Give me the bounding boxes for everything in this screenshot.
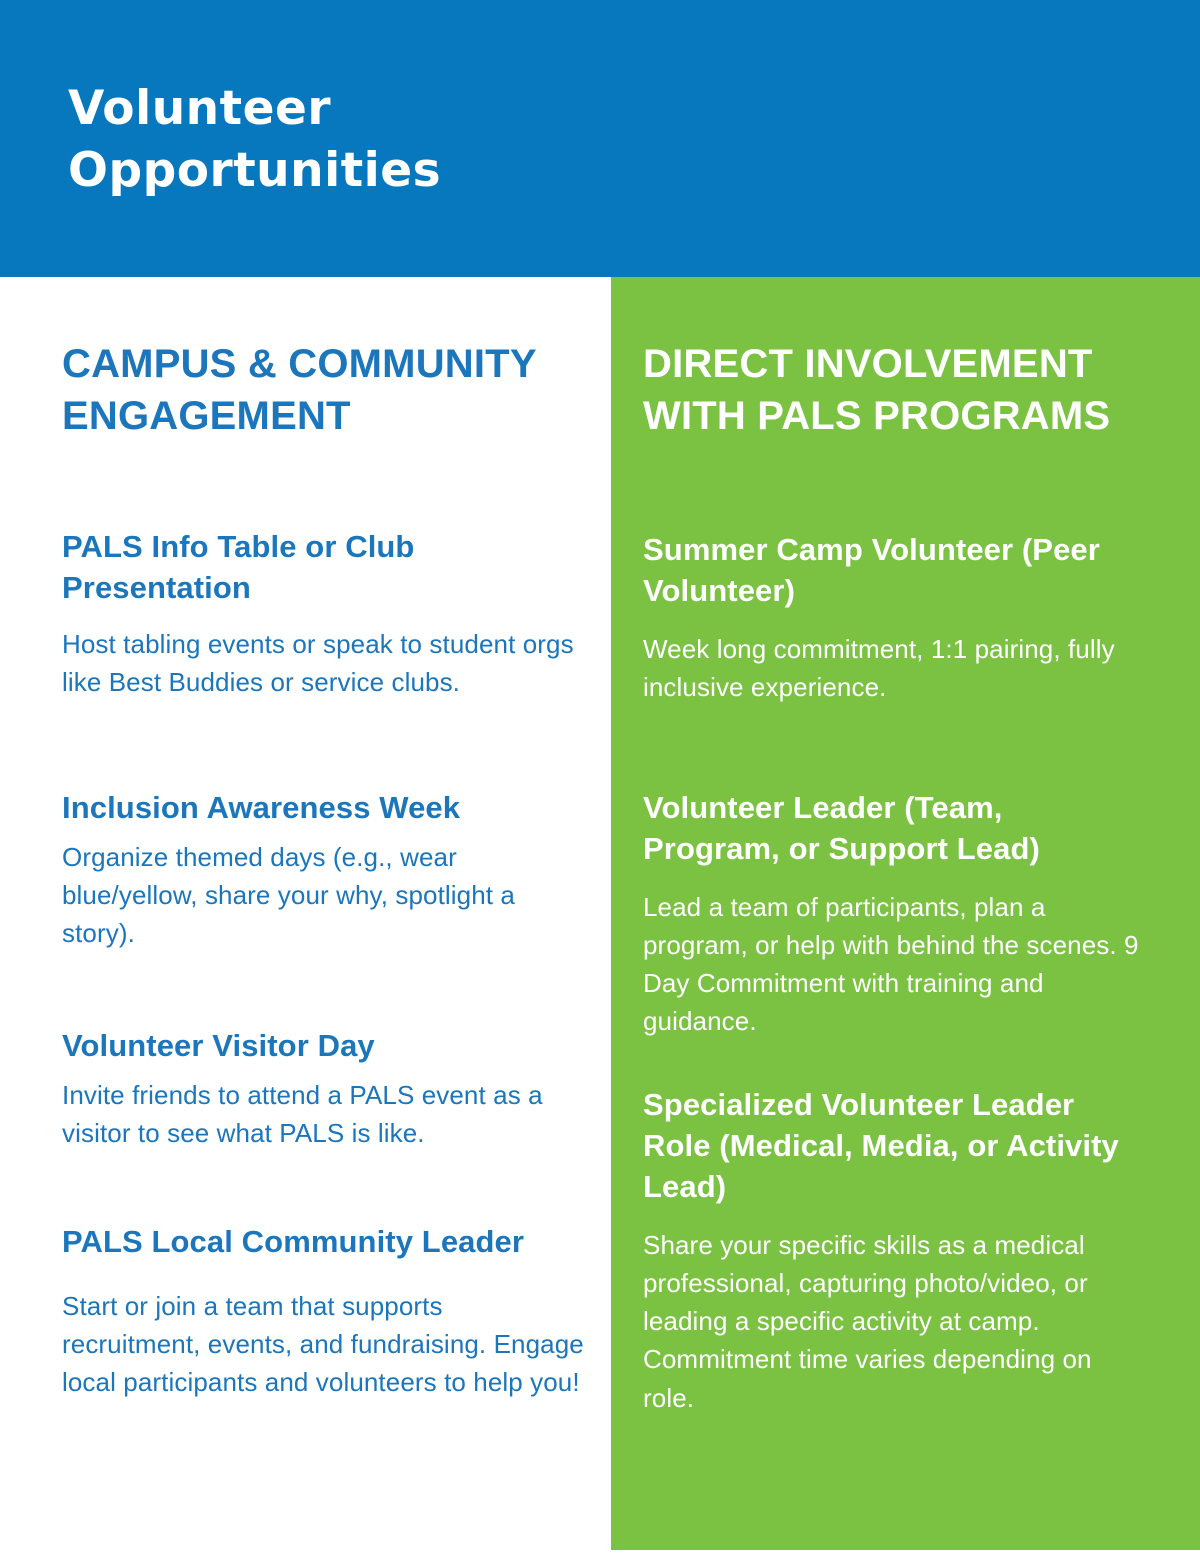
item-body: Organize themed days (e.g., wear blue/yellow, share your why, spotlight a story).	[62, 841, 515, 949]
list-item	[643, 530, 1148, 706]
item-body: Host tabling events or speak to student orgs like Best Buddies or service clubs.	[62, 628, 574, 698]
page-title: Volunteer Opportunities	[68, 81, 442, 199]
item-body: Share your specific skills as a medical professional, capturing photo/video, or leading a specific activity at camp. Commitment time varies depending on role.	[643, 1229, 1092, 1413]
left-section-header: CAMPUS & COMMUNITY ENGAGEMENT	[62, 342, 536, 438]
list-item	[62, 788, 587, 953]
list-item	[643, 1085, 1148, 1417]
list-item	[643, 788, 1148, 1041]
item-body: Lead a team of participants, plan a program, or help with behind the scenes. 9 Day Commitment with training and guidance.	[643, 891, 1139, 1037]
item-title: PALS Local Community Leader	[62, 1224, 525, 1259]
item-title: Inclusion Awareness Week	[62, 790, 461, 825]
item-title: PALS Info Table or Club Presentation	[62, 529, 415, 605]
item-title: Volunteer Visitor Day	[62, 1028, 375, 1063]
item-title: Specialized Volunteer Leader Role (Medical, Media, or Activity Lead)	[643, 1087, 1119, 1204]
list-item	[62, 1026, 587, 1152]
item-title: Summer Camp Volunteer (Peer Volunteer)	[643, 532, 1100, 608]
right-section-header: DIRECT INVOLVEMENT WITH PALS PROGRAMS	[643, 342, 1111, 438]
item-body: Start or join a team that supports recruitment, events, and fundraising. Engage local participants and volunteers to help you!	[62, 1290, 584, 1398]
list-item	[62, 1222, 587, 1402]
item-body: Invite friends to attend a PALS event as a visitor to see what PALS is like.	[62, 1079, 543, 1149]
item-title: Volunteer Leader (Team, Program, or Support Lead)	[643, 790, 1040, 866]
item-body: Week long commitment, 1:1 pairing, fully inclusive experience.	[643, 633, 1115, 703]
list-item	[62, 527, 587, 701]
page-header	[0, 0, 1200, 277]
